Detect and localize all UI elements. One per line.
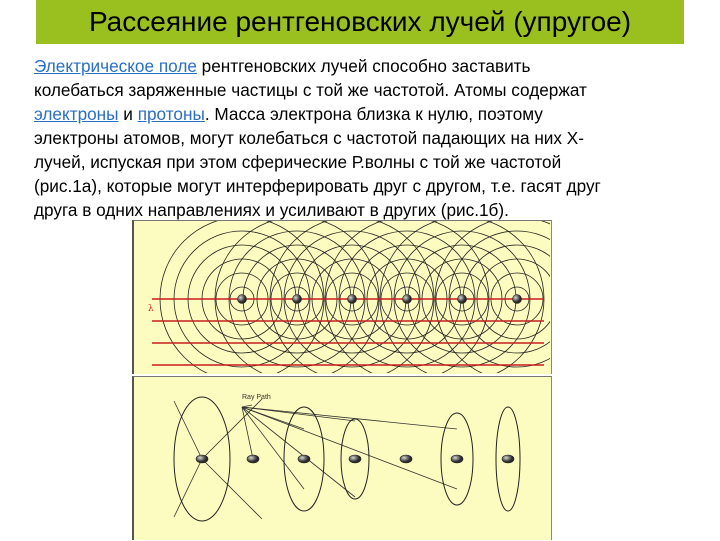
lambda-label: λ [148,304,154,314]
atom [298,455,310,463]
atom [513,295,522,304]
body-line-3-rest: . Масса электрона близка к нулю, поэтому [204,104,543,124]
body-line-6: (рис.1а), которые могут интерферировать друг с другом, т.е. гасят друг [34,176,601,196]
figure-1b [132,376,552,540]
body-line-5: лучей, испуская при этом сферические Р.волны с той же частотой [34,152,562,172]
body-line-7: друга в одних направлениях и усиливают в других (рис.1б). [34,200,509,220]
title-bar [36,0,684,44]
atom [458,295,467,304]
atom [348,295,357,304]
ray-path-label: Ray Path [242,394,271,401]
atom [400,455,412,463]
figure-1a-diagram [134,221,550,373]
body-text [34,54,689,222]
link-protons[interactable]: протоны [137,104,205,124]
atom [238,295,247,304]
atom [247,455,259,463]
atom [451,455,463,463]
body-line-3 [34,102,689,126]
figure-1a [132,220,552,374]
body-line-3-and: и [118,104,138,124]
ray-path-line [242,407,304,489]
link-electric-field[interactable]: Электрическое поле [34,56,197,76]
atom [502,455,514,463]
ray-path-pointer [242,405,252,407]
body-line-1 [34,54,689,78]
ray-path-line [242,407,457,489]
ray-path-line [202,459,262,519]
link-electrons[interactable]: электроны [34,104,119,124]
ray-path-line [174,401,202,459]
ray-path-line [202,399,262,459]
ray-path-line [242,407,457,429]
atom [196,455,208,463]
slide-title: Рассеяние рентгеновских лучей (упругое) [88,6,632,37]
figure-1b-diagram [134,377,550,541]
atom [349,455,361,463]
ray-path-line [242,407,355,497]
body-line-4: электроны атомов, могут колебаться с частотой падающих на них Х- [34,128,584,148]
atom [403,295,412,304]
body-line-2: колебаться заряженные частицы с той же частотой. Атомы содержат [34,80,587,100]
body-line-1-rest: рентгеновских лучей способно заставить [196,56,531,76]
atom [293,295,302,304]
ray-path-line [174,459,202,517]
